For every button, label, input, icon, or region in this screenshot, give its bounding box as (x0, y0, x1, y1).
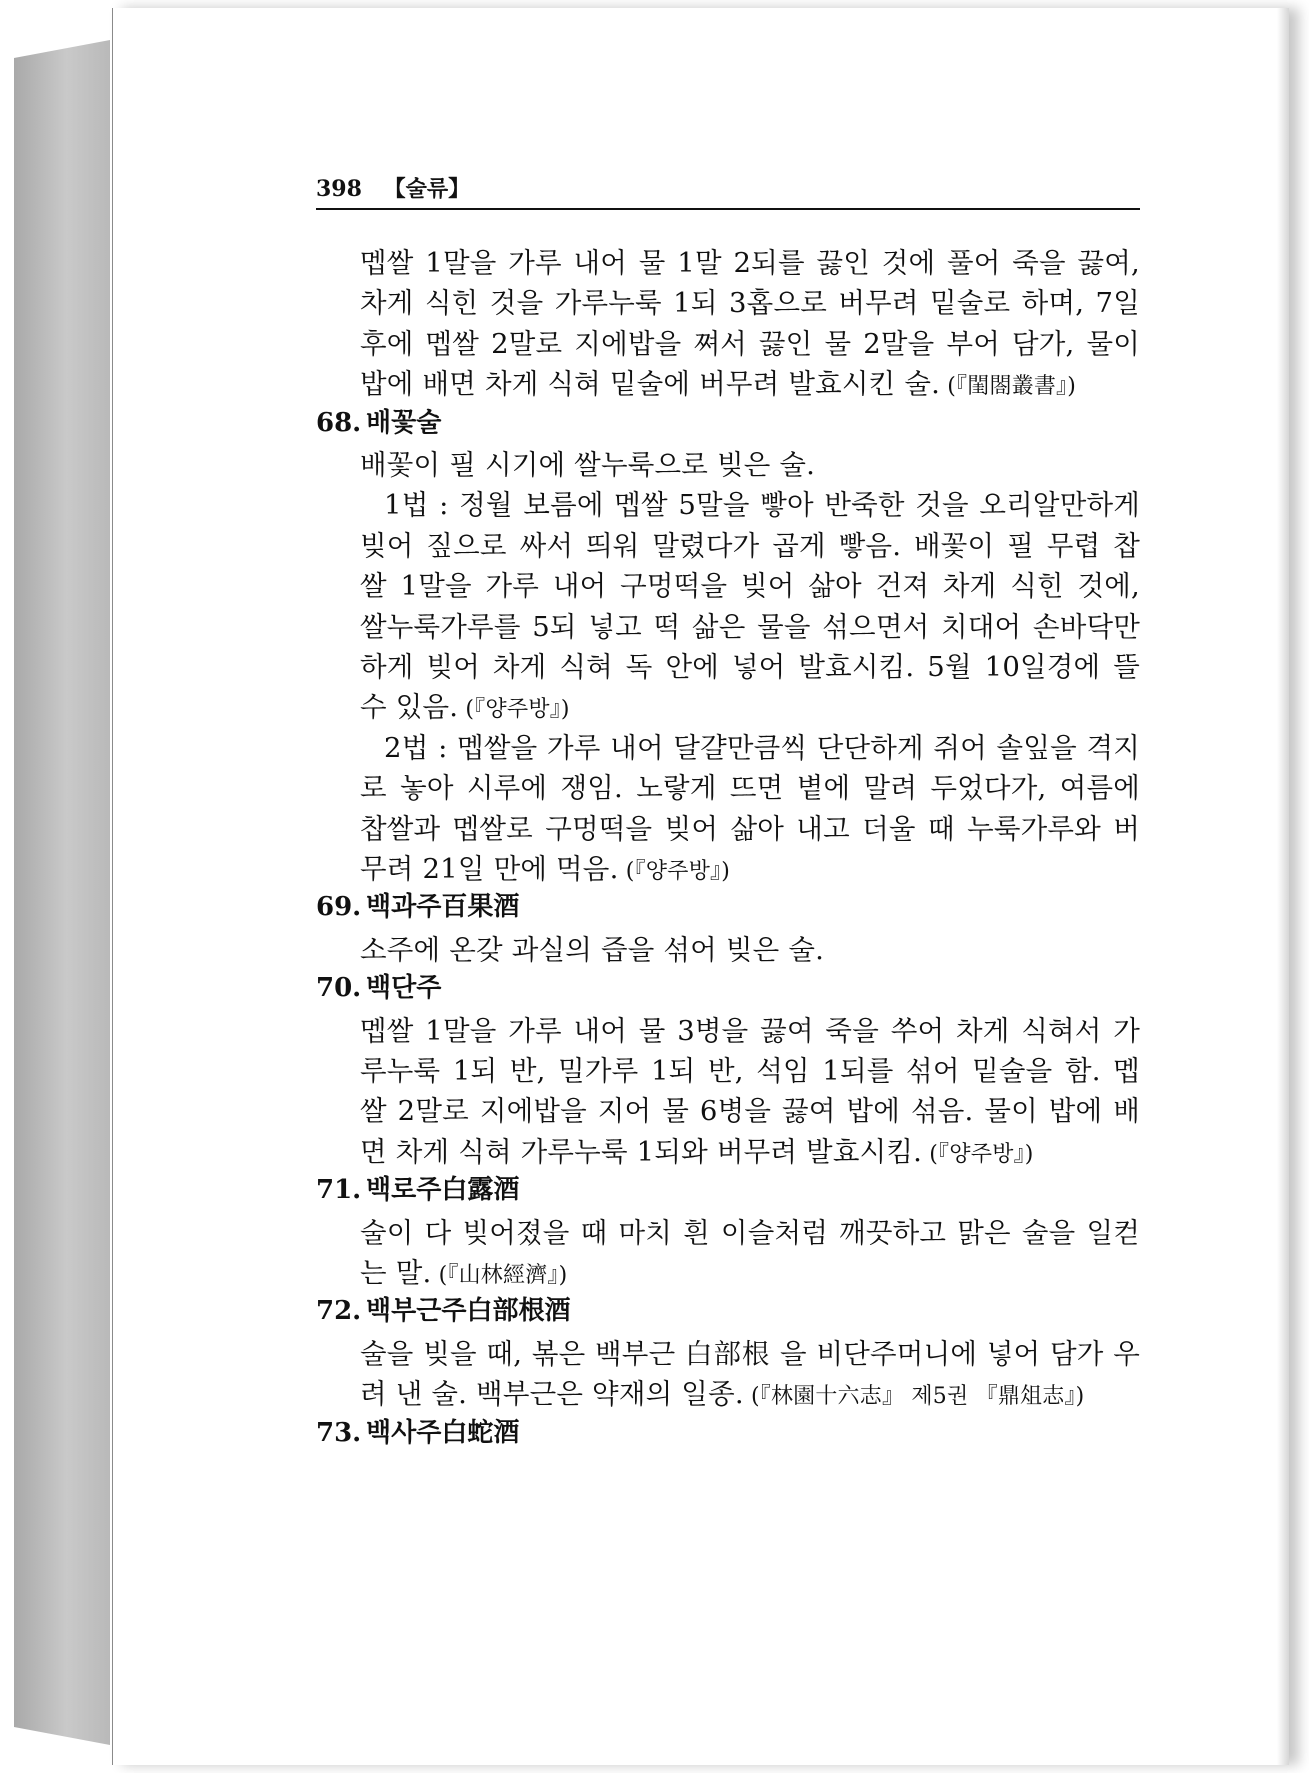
source-citation: (『양주방』) (458, 697, 570, 722)
entry-number: 69. (316, 892, 362, 922)
entry-heading (316, 1290, 570, 1327)
body-text-line (360, 765, 1140, 805)
line-text: 2법 : 멥쌀을 가루 내어 달걀만큼씩 단단하게 쥐어 솔잎을 격지 (384, 732, 1140, 764)
line-text: 밥에 배면 차게 식혀 밑술에 버무려 발효시킨 술. (360, 368, 941, 400)
line-text: 쌀 1말을 가루 내어 구멍떡을 빚어 삶아 건져 차게 식힌 것에, (360, 570, 1140, 602)
entry-title: 백사주白蛇酒 (366, 1418, 520, 1448)
entry-title: 백단주 (366, 973, 442, 1003)
body-text-line (360, 321, 1140, 361)
line-text: 1법 : 정월 보름에 멥쌀 5말을 빻아 반죽한 것을 오리알만하게 (384, 489, 1140, 521)
body-text-line (360, 1088, 1140, 1128)
body-text-line (360, 644, 1140, 684)
book-spine-side (14, 40, 110, 1745)
line-text: 면 차게 식혀 가루누룩 1되와 버무려 발효시킴. (360, 1136, 923, 1168)
body-text-line (360, 240, 1140, 280)
body-text-line (360, 604, 1140, 644)
line-text: 멥쌀 1말을 가루 내어 물 3병을 끓여 죽을 쑤어 차게 식혀서 가 (360, 1015, 1140, 1047)
body-text-line (360, 927, 1140, 967)
line-text: 멥쌀 1말을 가루 내어 물 1말 2되를 끓인 것에 풀어 죽을 끓여, (360, 247, 1140, 279)
entry-number: 68. (316, 408, 362, 438)
entry-heading (316, 402, 441, 439)
page-edge-shadow (1277, 8, 1289, 1765)
line-text: 로 놓아 시루에 쟁임. 노랗게 뜨면 볕에 말려 두었다가, 여름에 (360, 772, 1140, 804)
line-text: 는 말. (360, 1257, 432, 1289)
entry-heading (316, 886, 519, 923)
line-text: 무려 21일 만에 먹음. (360, 853, 619, 885)
line-text: 하게 빚어 차게 식혀 독 안에 넣어 발효시킴. 5월 10일경에 뜰 (360, 651, 1140, 683)
line-text: 찹쌀과 멥쌀로 구멍떡을 빚어 삶아 내고 더울 때 누룩가루와 버 (360, 813, 1140, 845)
line-text: 려 낸 술. 백부근은 약재의 일종. (360, 1378, 744, 1410)
body-text-line (360, 1331, 1140, 1371)
source-citation: (『林園十六志』 제5권 『鼎俎志』) (743, 1384, 1085, 1409)
body-text-line (360, 846, 1140, 886)
entry-number: 70. (316, 973, 362, 1003)
line-text: 루누룩 1되 반, 밀가루 1되 반, 석임 1되를 섞어 밑술을 함. 멥 (360, 1055, 1140, 1087)
body-text-line (360, 1129, 1140, 1169)
line-text: 차게 식힌 것을 가루누룩 1되 3홉으로 버무려 밑술로 하며, 7일 (360, 287, 1140, 319)
body-text-line (360, 361, 1140, 401)
entry-number: 72. (316, 1296, 362, 1326)
line-text: 수 있음. (360, 691, 459, 723)
entry-title: 백로주白露酒 (366, 1175, 520, 1205)
body-text-line (360, 1048, 1140, 1088)
line-text: 후에 멥쌀 2말로 지에밥을 쪄서 끓인 물 2말을 부어 담가, 물이 (360, 328, 1140, 360)
entry-title: 백과주百果酒 (366, 892, 520, 922)
entry-number: 73. (316, 1418, 362, 1448)
method-line (384, 482, 1140, 522)
body-text-line (360, 1371, 1140, 1411)
body-text-line (360, 280, 1140, 320)
line-text: 술을 빚을 때, 볶은 백부근 白部根 을 비단주머니에 넣어 담가 우 (360, 1338, 1140, 1370)
source-citation: (『양주방』) (618, 859, 731, 884)
entry-heading (316, 1412, 519, 1449)
method-line (384, 725, 1140, 765)
line-text: 소주에 온갖 과실의 즙을 섞어 빚은 술. (360, 934, 825, 966)
body-text-line (360, 806, 1140, 846)
entry-title: 백부근주白部根酒 (366, 1296, 571, 1326)
entry-title: 배꽃술 (366, 408, 442, 438)
source-citation: (『閨閤叢書』) (940, 374, 1077, 399)
section-title: 【술류】 (383, 176, 471, 202)
line-text: 배꽃이 필 시기에 쌀누룩으로 빚은 술. (360, 449, 816, 481)
body-text-line (360, 1008, 1140, 1048)
entry-number: 71. (316, 1175, 362, 1205)
body-text-line (360, 1250, 1140, 1290)
line-text: 쌀 2말로 지에밥을 지어 물 6병을 끓여 밥에 섞음. 물이 밥에 배 (360, 1095, 1140, 1127)
line-text: 술이 다 빚어졌을 때 마치 흰 이슬처럼 깨끗하고 맑은 술을 일컫 (360, 1217, 1140, 1249)
line-text: 쌀누룩가루를 5되 넣고 떡 삶은 물을 섞으면서 치대어 손바닥만 (360, 611, 1140, 643)
entry-heading (316, 967, 441, 1004)
body-text-line (360, 563, 1140, 603)
body-text-line (360, 523, 1140, 563)
line-text: 빚어 짚으로 싸서 띄워 말렸다가 곱게 빻음. 배꽃이 필 무렵 찹 (360, 530, 1140, 562)
source-citation: (『양주방』) (922, 1142, 1034, 1167)
entry-heading (316, 1169, 519, 1206)
body-text-line (360, 684, 1140, 724)
source-citation: (『山林經濟』) (431, 1263, 568, 1288)
page-number: 398 (316, 176, 362, 202)
body-text-line (360, 1210, 1140, 1250)
body-text-line (360, 442, 1140, 482)
running-header (316, 172, 1140, 210)
